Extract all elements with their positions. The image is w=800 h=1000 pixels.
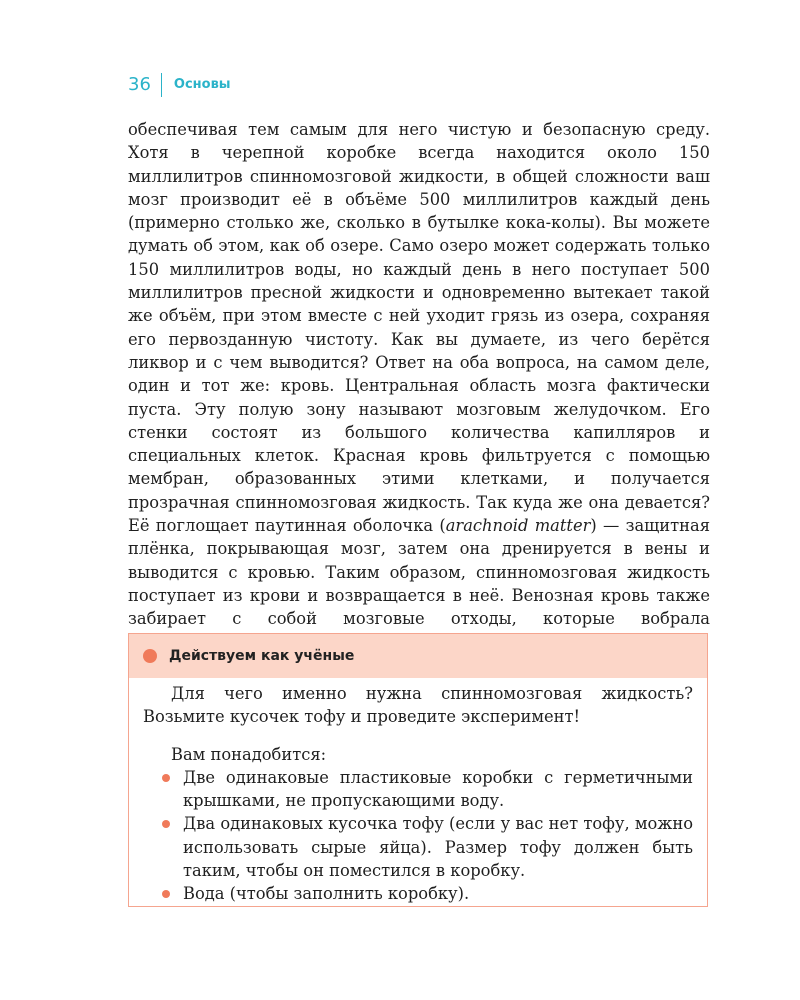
bullet-icon [162,890,170,898]
list-item [183,766,693,813]
sidebar-needed-label: Вам понадобится: [171,744,327,764]
body-paragraph [128,118,710,654]
sidebar-header [129,634,707,678]
page-header [128,72,231,98]
body-text-part-2: ) — защитная плёнка, покрывающая мозг, затем она дренируется в вены и выводится с кровью. Таким образом, спинномозговая жидкость поступает из крови и возвращается в неё. Венозная кровь также забирает с собой мозговые отходы, которые вобрала [128,516,710,629]
sidebar-body [129,678,707,906]
materials-list [143,766,693,906]
section-title: Основы [173,77,231,92]
body-italic-term: arachnoid matter [445,516,591,536]
bullet-icon [162,774,170,782]
page-number: 36 [128,74,151,95]
bullet-icon [162,820,170,828]
experiment-sidebar [128,633,708,907]
list-item-text: Две одинаковые пластиковые коробки с герметичными крышками, не пропускающими воду. [183,767,693,811]
sidebar-intro: Для чего именно нужна спинномозговая жидкость? Возьмите кусочек тофу и проведите эксперимент! [143,684,693,727]
header-dot-icon [143,649,157,663]
list-item [183,812,693,882]
sidebar-title: Действуем как учёные [169,648,355,664]
list-item-text: Два одинаковых кусочка тофу (если у вас нет тофу, можно использовать сырые яйца). Размер тофу должен быть таким, чтобы он поместился в коробку. [183,814,693,881]
header-divider [161,73,162,97]
list-item-text: Вода (чтобы заполнить коробку). [183,884,470,904]
list-item [183,882,693,905]
body-text-part-1: обеспечивая тем самым для него чистую и безопасную среду. Хотя в черепной коробке всегда находится около 150 миллилитров спинномозговой жидкости, в общей сложности ваш мозг производит её в объёме 500 миллилитров каждый день (примерно столько же, сколько в бутылке кока-колы). Вы можете думать об этом, как об озере. Само озеро может содержать только 150 миллилитров воды, но каждый день в него поступает 500 миллилитров пресной жидкости и одновременно вытекает такой же объём, при этом вместе с ней уходит грязь из озера, сохраняя его первозданную чистоту. Как вы думаете, из чего берётся ликвор и с чем выводится? Ответ на оба вопроса, на самом деле, один и тот же: кровь. Центральная область мозга фактически пуста. Эту полую зону называют мозговым желудочком. Его стенки состоят из большого количества капилляров и специальных клеток. Красная кровь фильтруется с помощью мембран, образованных этими клетками, и получается прозрачная спинномозговая жидкость. Так куда же она девается? Её поглощает паутинная оболочка ( [128,120,710,536]
